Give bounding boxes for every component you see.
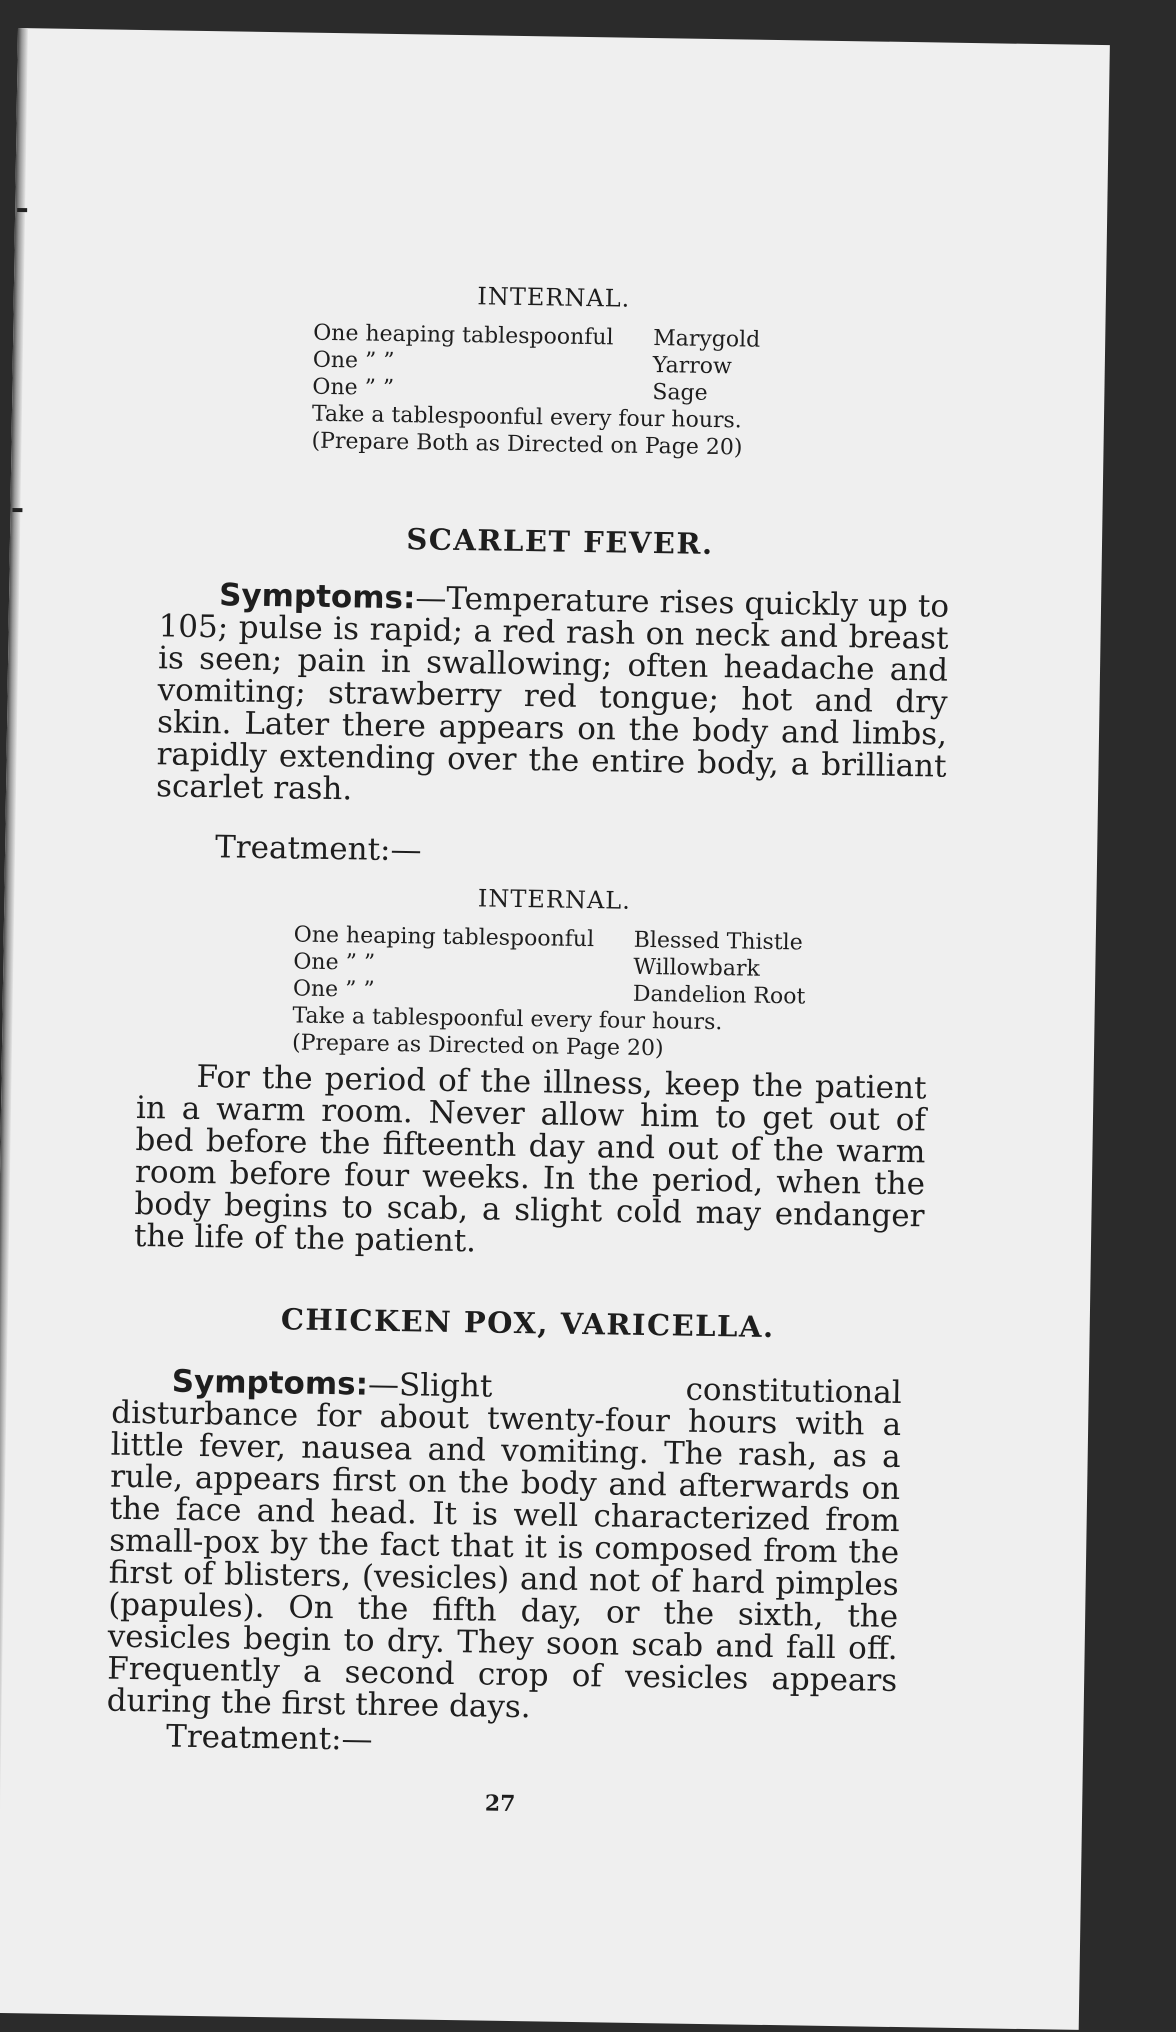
scarlet-advice	[134, 1060, 927, 1264]
symptoms-label: Symptoms:	[218, 577, 416, 617]
preparation-note: (Prepare as Directed on Page 20)	[291, 1030, 664, 1062]
dosage-instruction: Take a tablespoonful every four hours.	[292, 1003, 723, 1036]
book-page	[0, 28, 1110, 2030]
dose: One ” ”	[312, 347, 395, 374]
herb: Sage	[652, 380, 708, 406]
symptoms-text: —Slight constitutional disturbance for about twenty-four hours with a little fever, nausea and vomiting. The rash, as a rule, appears first on the body and afterwards on the face and head. It is well characterized from small-pox by the fact that it is composed from the first of blisters, (vesicles) and not of hard pimples (papules). On the fifth day, or the sixth, the vesicles begin to dry. They soon scab and fall off. Frequently a second crop of vesicles appears during the first three days.	[106, 1366, 902, 1726]
preparation-note: (Prepare Both as Directed on Page 20)	[311, 428, 743, 461]
herb: Yarrow	[652, 353, 733, 380]
page-number: 27	[484, 1790, 516, 1818]
advice-text: For the period of the illness, keep the patient in a warm room. Never allow him to get out of bed before the fifteenth day and out of the warm room before four weeks. In the period, when the body begins to scab, a slight cold may endanger the life of the patient.	[133, 1058, 927, 1260]
section-title-chicken-pox: CHICKEN POX, VARICELLA.	[280, 1302, 775, 1345]
herb: Blessed Thistle	[633, 927, 803, 956]
scarlet-symptoms	[156, 578, 949, 814]
symptoms-text: —Temperature rises quickly up to 105; pulse is rapid; a red rash on neck and breast is seen; pain in swallowing; often headache and vomiting; strawberry red tongue; hot and dry skin. Later there appears on the body and limbs, rapidly extending over the entire body, a brilliant scarlet rash.	[155, 580, 950, 808]
dose: One ” ”	[312, 374, 395, 401]
dose: One heaping tablespoonful	[293, 922, 595, 953]
dose: One ” ”	[292, 976, 375, 1003]
internal-label: INTERNAL.	[477, 884, 632, 915]
herb: Willowbark	[633, 954, 760, 982]
dosage-instruction: Take a tablespoonful every four hours.	[311, 401, 742, 434]
dose: One heaping tablespoonful	[313, 320, 614, 351]
chicken-treatment-label: Treatment:—	[165, 1718, 373, 1758]
recipe-internal-1	[311, 281, 834, 463]
symptoms-label: Symptoms:	[171, 1363, 369, 1403]
dose: One ” ”	[293, 949, 376, 976]
scarlet-treatment-label: Treatment:—	[214, 829, 422, 869]
section-title-scarlet-fever: SCARLET FEVER.	[406, 522, 714, 561]
herb: Marygold	[653, 326, 761, 353]
herb: Dandelion Root	[632, 981, 806, 1010]
spine-mark	[17, 208, 27, 212]
internal-label: INTERNAL.	[477, 282, 631, 313]
spine-mark	[12, 508, 22, 512]
chicken-symptoms	[106, 1365, 901, 1729]
book-spine	[0, 28, 28, 2013]
recipe-internal-scarlet	[292, 882, 855, 1065]
